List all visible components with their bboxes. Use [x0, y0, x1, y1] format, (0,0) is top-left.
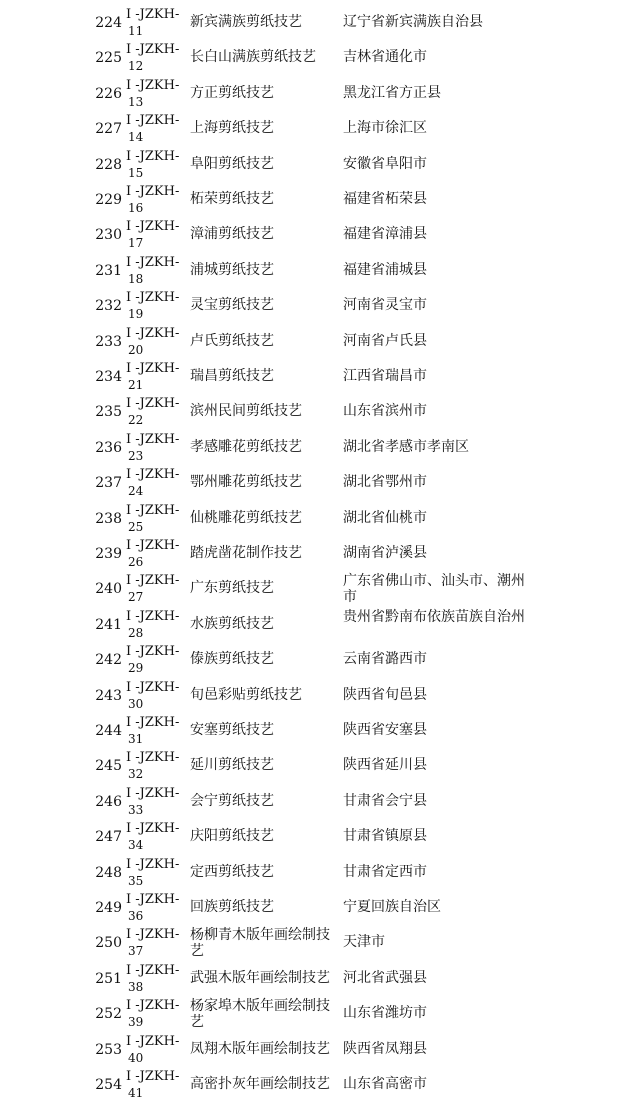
project-name: 浦城剪纸技艺: [190, 261, 274, 278]
code-prefix: Ⅰ -JZKH-: [126, 77, 180, 93]
table-row: [0, 1033, 620, 1068]
code-suffix: 13: [128, 94, 144, 109]
project-location: 山东省滨州市: [343, 403, 427, 420]
row-number: 235: [95, 404, 122, 421]
code-suffix: 11: [128, 24, 144, 38]
code-suffix: 41: [128, 1086, 144, 1100]
code-suffix: 25: [128, 519, 144, 534]
table-row: [0, 148, 620, 183]
project-location: 上海市徐汇区: [343, 120, 427, 137]
project-location: 河北省武强县: [343, 969, 427, 986]
code-prefix: Ⅰ -JZKH-: [126, 396, 180, 412]
table-row: [0, 41, 620, 76]
code-suffix: 18: [128, 271, 144, 286]
project-location: 甘肃省会宁县: [343, 792, 427, 809]
code-suffix: 15: [128, 165, 144, 180]
row-number: 248: [95, 864, 122, 881]
project-location: 宁夏回族自治区: [343, 899, 441, 915]
project-name: 傣族剪纸技艺: [190, 651, 274, 668]
code-suffix: 29: [128, 661, 144, 676]
table-row: [0, 643, 620, 678]
row-number: 252: [95, 1006, 122, 1023]
row-number: 239: [95, 546, 122, 562]
code-prefix: Ⅰ -JZKH-: [126, 361, 180, 376]
table-row: [0, 962, 620, 997]
project-location: 湖北省鄂州市: [343, 474, 427, 491]
code-prefix: Ⅰ -JZKH-: [126, 998, 180, 1014]
code-suffix: 14: [128, 130, 144, 145]
code-suffix: 34: [128, 838, 144, 853]
project-location: 吉林省通化市: [343, 49, 427, 66]
project-location: 天津市: [343, 934, 385, 951]
project-name: 广东剪纸技艺: [190, 580, 274, 597]
row-number: 245: [95, 758, 122, 775]
project-name: 会宁剪纸技艺: [190, 792, 274, 809]
table-row: [0, 572, 620, 607]
row-number: 237: [95, 475, 122, 492]
code-suffix: 19: [128, 307, 144, 322]
code-suffix: 36: [128, 909, 144, 923]
code-prefix: Ⅰ -JZKH-: [126, 148, 180, 164]
project-location: 湖南省泸溪县: [343, 545, 427, 561]
code-prefix: Ⅰ -JZKH-: [126, 821, 180, 837]
code-suffix: 28: [128, 625, 144, 640]
project-name: 阜阳剪纸技艺: [190, 155, 274, 172]
project-name: 柘荣剪纸技艺: [190, 191, 274, 207]
row-number: 228: [95, 156, 122, 173]
project-location: 陕西省延川县: [343, 757, 427, 774]
code-prefix: Ⅰ -JZKH-: [126, 113, 180, 129]
code-prefix: Ⅰ -JZKH-: [126, 892, 180, 907]
project-location: 陕西省安塞县: [343, 722, 427, 738]
table-row: [0, 502, 620, 537]
code-suffix: 39: [128, 1015, 144, 1030]
code-prefix: Ⅰ -JZKH-: [126, 42, 180, 58]
row-number: 230: [95, 227, 122, 244]
table-row: [0, 183, 620, 218]
table-row: [0, 112, 620, 147]
project-location: 云南省潞西市: [343, 651, 427, 668]
code-suffix: 26: [128, 555, 144, 569]
row-number: 233: [95, 333, 122, 350]
row-number: 240: [95, 581, 122, 598]
project-location: 广东省佛山市、汕头市、潮州市: [343, 573, 525, 606]
code-prefix: Ⅰ -JZKH-: [126, 1033, 180, 1049]
code-suffix: 12: [128, 59, 144, 74]
project-name: 孝感雕花剪纸技艺: [190, 438, 302, 455]
project-location: 湖北省孝感市孝南区: [343, 438, 469, 455]
code-suffix: 30: [128, 696, 144, 711]
table-row: [0, 679, 620, 714]
project-location: 江西省瑞昌市: [343, 368, 427, 384]
table-row: [0, 608, 620, 643]
code-prefix: Ⅰ -JZKH-: [126, 431, 180, 447]
project-name: 旬邑彩贴剪纸技艺: [190, 686, 302, 703]
code-prefix: Ⅰ -JZKH-: [126, 750, 180, 766]
code-prefix: Ⅰ -JZKH-: [126, 927, 180, 943]
project-name: 新宾满族剪纸技艺: [190, 14, 302, 30]
project-name: 武强木版年画绘制技艺: [190, 969, 330, 986]
table-row: [0, 6, 620, 41]
code-suffix: 38: [128, 979, 144, 994]
code-prefix: Ⅰ -JZKH-: [126, 254, 180, 270]
project-name: 踏虎凿花制作技艺: [190, 545, 302, 561]
project-name: 定西剪纸技艺: [190, 863, 274, 880]
code-prefix: Ⅰ -JZKH-: [126, 962, 180, 978]
project-location: 湖北省仙桃市: [343, 509, 427, 526]
code-suffix: 21: [128, 378, 144, 392]
code-prefix: Ⅰ -JZKH-: [126, 679, 180, 695]
project-location: 陕西省旬邑县: [343, 686, 427, 703]
code-prefix: Ⅰ -JZKH-: [126, 715, 180, 730]
code-prefix: Ⅰ -JZKH-: [126, 325, 180, 341]
project-location: 山东省高密市: [343, 1076, 427, 1092]
project-location: 甘肃省镇原县: [343, 828, 427, 845]
project-name: 漳浦剪纸技艺: [190, 226, 274, 243]
code-suffix: 20: [128, 342, 144, 357]
project-location: 河南省卢氏县: [343, 332, 427, 349]
project-name: 延川剪纸技艺: [190, 757, 274, 774]
row-number: 236: [95, 439, 122, 456]
project-name: 鄂州雕花剪纸技艺: [190, 474, 302, 491]
code-prefix: Ⅰ -JZKH-: [126, 467, 180, 483]
project-location: 福建省浦城县: [343, 261, 427, 278]
project-name: 安塞剪纸技艺: [190, 722, 274, 738]
project-name: 仙桃雕花剪纸技艺: [190, 509, 302, 526]
project-location: 安徽省阜阳市: [343, 155, 427, 172]
code-prefix: Ⅰ -JZKH-: [126, 290, 180, 306]
row-number: 241: [95, 616, 122, 633]
project-name: 庆阳剪纸技艺: [190, 828, 274, 845]
code-prefix: Ⅰ -JZKH-: [126, 184, 180, 199]
code-suffix: 33: [128, 802, 144, 817]
project-name: 凤翔木版年画绘制技艺: [190, 1040, 330, 1057]
row-number: 249: [95, 900, 122, 916]
code-suffix: 23: [128, 448, 144, 463]
project-name: 上海剪纸技艺: [190, 120, 274, 137]
row-number: 234: [95, 369, 122, 385]
code-suffix: 37: [128, 944, 144, 959]
code-suffix: 32: [128, 767, 144, 782]
code-prefix: Ⅰ -JZKH-: [126, 502, 180, 518]
table-row: [0, 325, 620, 360]
row-number: 254: [95, 1077, 122, 1093]
row-number: 250: [95, 935, 122, 952]
row-number: 247: [95, 829, 122, 846]
project-location: 福建省漳浦县: [343, 226, 427, 243]
table-row: [0, 785, 620, 820]
project-location: 甘肃省定西市: [343, 863, 427, 880]
project-name: 灵宝剪纸技艺: [190, 297, 274, 314]
code-suffix: 31: [128, 732, 144, 746]
table-row: [0, 714, 620, 749]
code-prefix: Ⅰ -JZKH-: [126, 7, 180, 22]
table-row: [0, 997, 620, 1032]
code-prefix: Ⅰ -JZKH-: [126, 644, 180, 660]
code-suffix: 27: [128, 590, 144, 605]
table-row: [0, 77, 620, 112]
project-name: 高密扑灰年画绘制技艺: [190, 1076, 330, 1092]
table-row: [0, 537, 620, 572]
row-number: 238: [95, 510, 122, 527]
table-row: [0, 820, 620, 855]
table-row: [0, 926, 620, 961]
row-number: 227: [95, 121, 122, 138]
row-number: 253: [95, 1041, 122, 1058]
project-name: 杨家埠木版年画绘制技艺: [190, 998, 330, 1031]
code-prefix: Ⅰ -JZKH-: [126, 573, 180, 589]
code-suffix: 24: [128, 484, 144, 499]
row-number: 226: [95, 85, 122, 102]
code-suffix: 35: [128, 873, 144, 888]
code-suffix: 16: [128, 201, 144, 215]
row-number: 246: [95, 793, 122, 810]
table-row: [0, 431, 620, 466]
project-name: 回族剪纸技艺: [190, 899, 274, 915]
row-number: 242: [95, 652, 122, 669]
table-row: [0, 856, 620, 891]
project-location: 河南省灵宝市: [343, 297, 427, 314]
project-location: 贵州省黔南布依族苗族自治州: [343, 608, 525, 625]
code-prefix: Ⅰ -JZKH-: [126, 608, 180, 624]
row-number: 243: [95, 687, 122, 704]
table-row: [0, 891, 620, 926]
code-prefix: Ⅰ -JZKH-: [126, 538, 180, 553]
table-row: [0, 218, 620, 253]
project-name: 水族剪纸技艺: [190, 615, 274, 632]
project-name: 长白山满族剪纸技艺: [190, 49, 316, 66]
project-location: 黑龙江省方正县: [343, 84, 441, 101]
project-location: 陕西省凤翔县: [343, 1040, 427, 1057]
table-row: [0, 289, 620, 324]
code-prefix: Ⅰ -JZKH-: [126, 785, 180, 801]
table-row: [0, 360, 620, 395]
table-row: [0, 466, 620, 501]
table-row: [0, 254, 620, 289]
row-number: 244: [95, 723, 122, 739]
row-number: 224: [95, 15, 122, 31]
table-row: [0, 749, 620, 784]
row-number: 232: [95, 298, 122, 315]
table-row: [0, 395, 620, 430]
row-number: 229: [95, 192, 122, 208]
code-suffix: 40: [128, 1050, 144, 1065]
project-name: 杨柳青木版年画绘制技艺: [190, 927, 330, 960]
row-number: 231: [95, 262, 122, 279]
project-name: 卢氏剪纸技艺: [190, 332, 274, 349]
project-name: 方正剪纸技艺: [190, 84, 274, 101]
code-suffix: 17: [128, 236, 144, 251]
project-location: 山东省潍坊市: [343, 1005, 427, 1022]
code-prefix: Ⅰ -JZKH-: [126, 219, 180, 235]
code-prefix: Ⅰ -JZKH-: [126, 856, 180, 872]
project-location: 福建省柘荣县: [343, 191, 427, 207]
project-location: 辽宁省新宾满族自治县: [343, 14, 483, 30]
project-name: 滨州民间剪纸技艺: [190, 403, 302, 420]
code-suffix: 22: [128, 413, 144, 428]
row-number: 251: [95, 970, 122, 987]
table-row: [0, 1068, 620, 1103]
project-name: 瑞昌剪纸技艺: [190, 368, 274, 384]
row-number: 225: [95, 50, 122, 67]
code-prefix: Ⅰ -JZKH-: [126, 1069, 180, 1084]
